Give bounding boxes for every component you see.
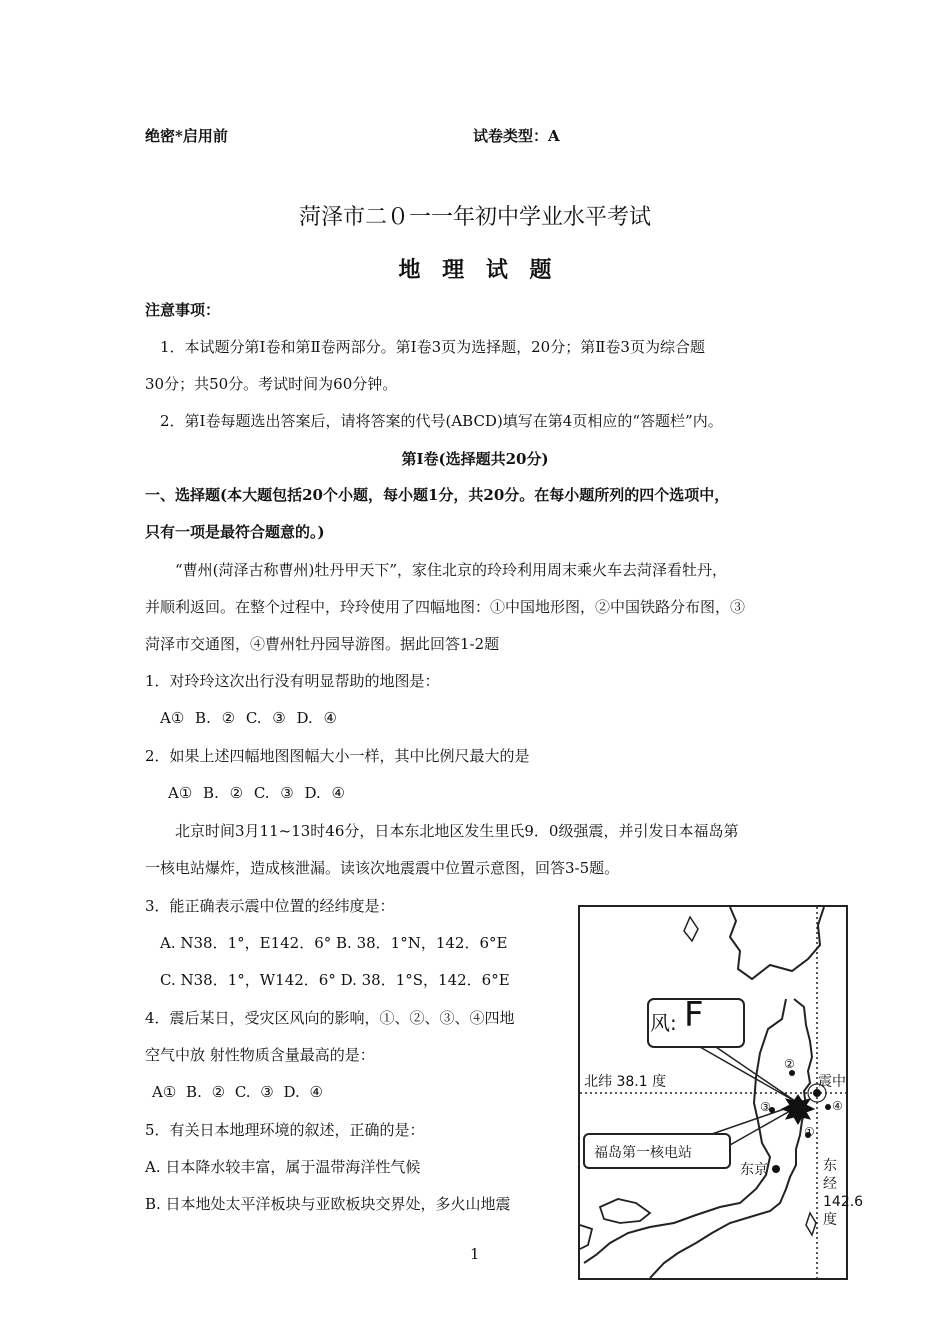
marker-3: ③ [760,1100,771,1114]
notice-heading: 注意事项： [145,301,221,319]
plant-callout-pointer [712,1107,790,1134]
passage-1-line-3: 菏泽市交通图，④曹州牡丹园导游图。据此回答1-2题 [145,635,500,653]
plant-callout-pointer [730,1111,790,1145]
question-1-options: A① B. ② C. ③ D. ④ [160,709,337,727]
passage-1-line-2: 并顺利返回。在整个过程中，玲玲使用了四幅地图：①中国地形图，②中国铁路分布图，③ [145,598,746,616]
tokyo-dot [772,1165,780,1173]
explosion-icon [782,1095,814,1124]
question-1-stem: 1．对玲玲这次出行没有明显帮助的地图是： [145,672,440,690]
subject-title: 地 理 试 题 [398,257,552,283]
shikoku-coast [600,1199,650,1223]
question-3-options-row-1: A. N38．1°，E142．6° B. 38．1°N，142．6°E [160,934,508,952]
question-5-option-b: B. 日本地处太平洋板块与亚欧板块交界处，多火山地震 [145,1195,511,1213]
question-2-options: A① B. ② C. ③ D. ④ [168,784,345,802]
notice-item-2: 2．第Ⅰ卷每题选出答案后，请将答案的代号(ABCD)填写在第4页相应的“答题栏”内。 [160,412,723,430]
section-instructions: 一、选择题(本大题包括20个小题，每小题1分，共20分。在每小题所列的四个选项中， [145,486,730,504]
hokkaido-coast [730,907,824,979]
section-title: 第Ⅰ卷(选择题共20分) [401,450,549,468]
plant-label: 福岛第一核电站 [594,1145,692,1161]
passage-2-line-1: 北京时间3月11~13时46分，日本东北地区发生里氏9．0级强震，并引发日本福岛第 [175,822,739,840]
passage-1-line-1: “曹州(菏泽古称曹州)牡丹甲天下”，家住北京的玲玲利用周末乘火车去菏泽看牡丹， [175,561,728,579]
earthquake-map [578,905,864,1280]
notice-item-1: 1．本试题分第Ⅰ卷和第Ⅱ卷两部分。第Ⅰ卷3页为选择题，20分；第Ⅱ卷3页为综合题 [160,338,705,356]
marker-1: ① [804,1125,815,1139]
marker-2: ② [784,1057,795,1071]
wind-callout-pointer [700,1047,798,1103]
notice-item-1-cont: 30分；共50分。考试时间为60分钟。 [145,375,398,393]
kyushu-coast [580,1225,592,1249]
island-shape [806,1213,816,1235]
marker-4: ④ [832,1099,843,1113]
longitude-label: 东经142.6度 [823,1158,864,1228]
page-number: 1 [470,1245,480,1263]
wind-label: 风: [650,1011,677,1035]
japan-coastline-drawing [580,907,864,1278]
question-5-stem: 5．有关日本地理环境的叙述，正确的是： [145,1121,425,1139]
island-shape [684,917,698,941]
epicenter-label: 震中 [818,1074,846,1090]
secret-level: 绝密*启用前 [145,127,228,145]
latitude-label: 北纬 38.1 度 [584,1074,667,1090]
paper-type: 试卷类型：A [473,127,560,145]
passage-2-line-2: 一核电站爆炸，造成核泄漏。读该次地震震中位置示意图，回答3-5题。 [145,859,620,877]
question-4-stem-cont: 空气中放 射性物质含量最高的是： [145,1046,375,1064]
question-4-stem: 4．震后某日，受灾区风向的影响，①、②、③、④四地 [145,1009,515,1027]
question-5-option-a: A. 日本降水较丰富，属于温带海洋性气候 [145,1158,421,1176]
question-3-stem: 3．能正确表示震中位置的经纬度是： [145,897,395,915]
marker-dot [825,1104,831,1110]
section-instructions-cont: 只有一项是最符合题意的。) [145,523,325,541]
question-3-options-row-2: C. N38．1°，W142．6° D. 38．1°S，142．6°E [160,971,510,989]
question-2-stem: 2．如果上述四幅地图图幅大小一样，其中比例尺最大的是 [145,747,530,765]
wind-callout-pointer [716,1047,798,1103]
question-4-options: A① B. ② C. ③ D. ④ [152,1083,323,1101]
exam-title: 菏泽市二０一一年初中学业水平考试 [298,205,651,230]
tokyo-label: 东京 [740,1162,768,1178]
wind-symbol: F [684,995,704,1035]
